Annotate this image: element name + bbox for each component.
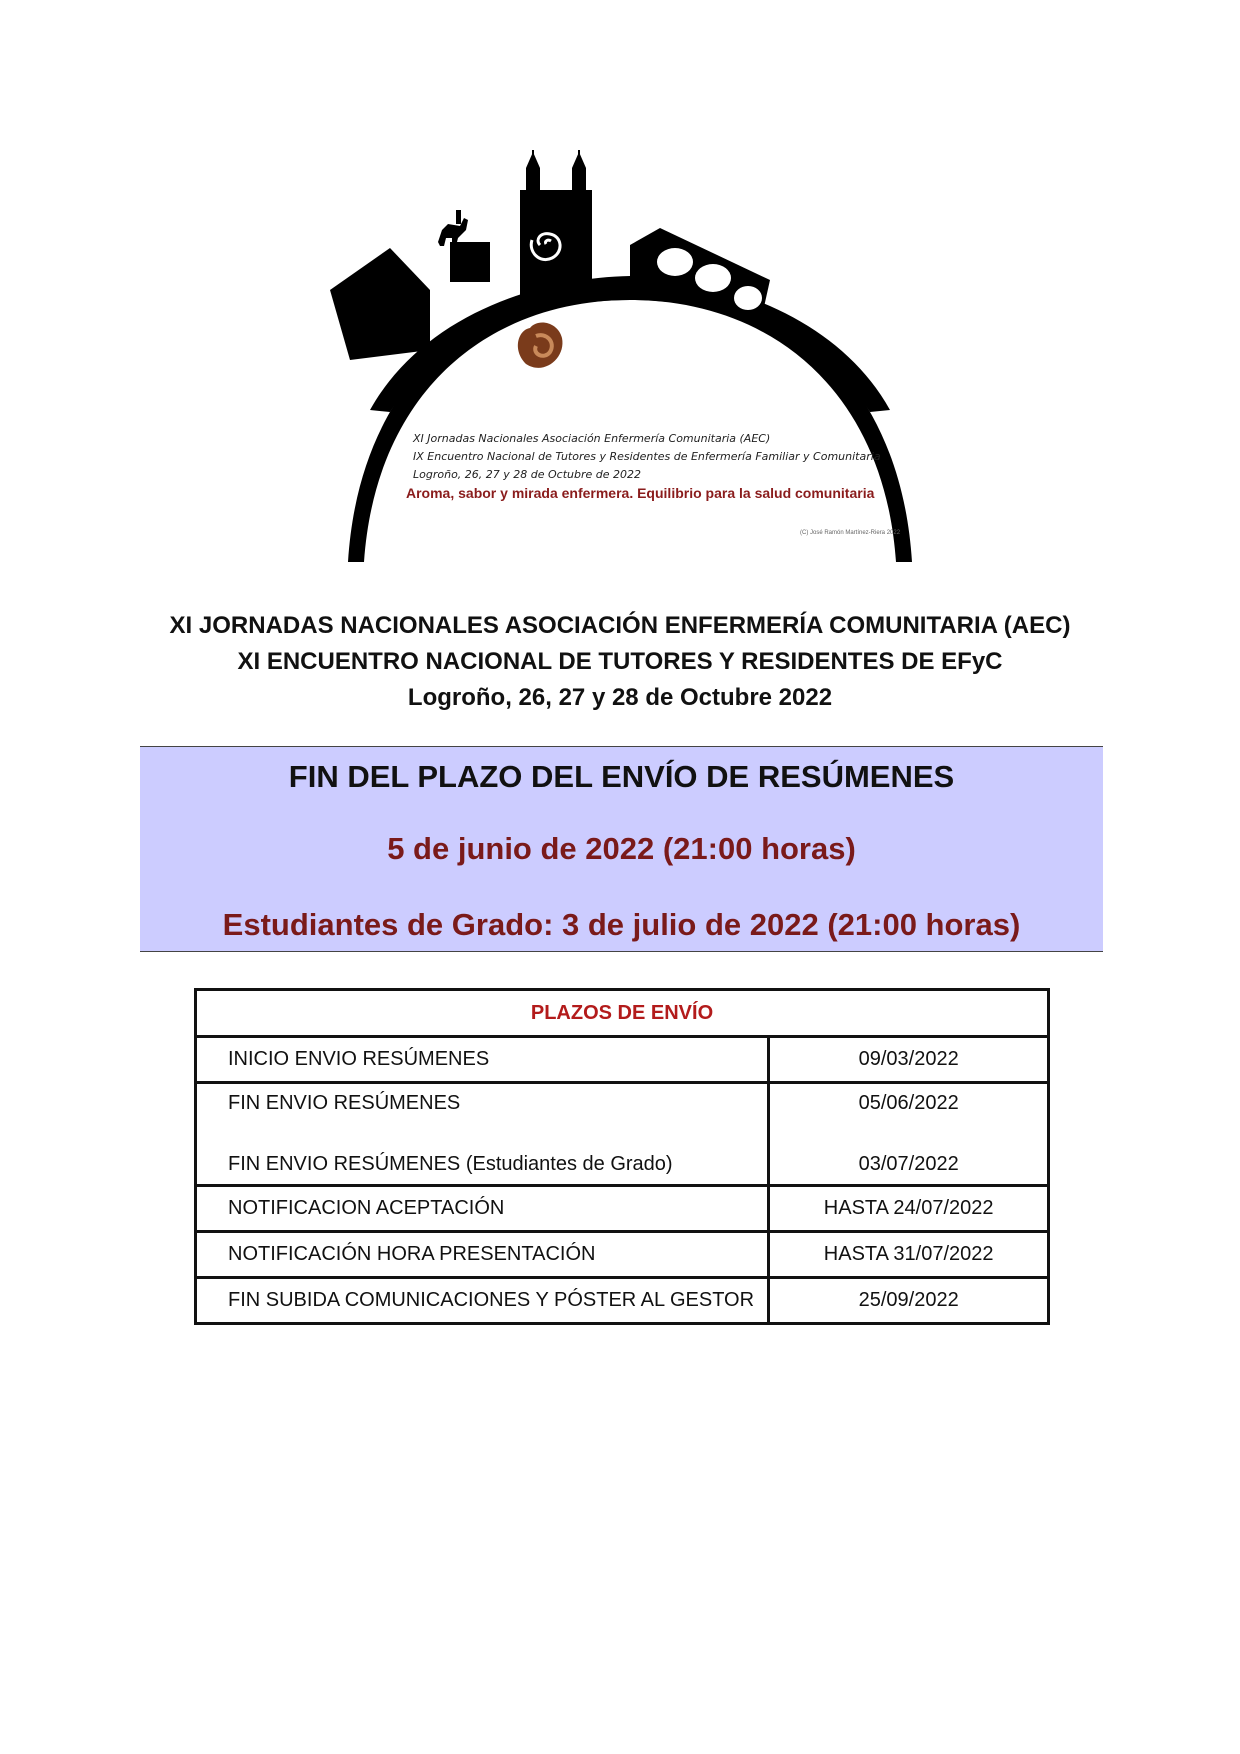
row-label: NOTIFICACION ACEPTACIÓN: [196, 1186, 769, 1232]
logo-text-line2: IX Encuentro Nacional de Tutores y Residentes de Enfermería Familiar y Comunitaria: [413, 450, 881, 463]
event-title-line2: XI ENCUENTRO NACIONAL DE TUTORES Y RESIDENTES DE EFyC: [237, 648, 1003, 675]
logo-slogan: Aroma, sabor y mirada enfermera. Equilibrio para la salud comunitaria: [406, 485, 875, 501]
table-row: [196, 1278, 1049, 1324]
horse-statue-icon: [438, 210, 468, 246]
table-row: [196, 1186, 1049, 1232]
row-label: FIN ENVIO RESÚMENES (Estudiantes de Grado): [228, 1153, 673, 1175]
row-label: FIN ENVIO RESÚMENES: [228, 1092, 461, 1114]
event-title-line1: XI JORNADAS NACIONALES ASOCIACIÓN ENFERMERÍA COMUNITARIA (AEC): [169, 612, 1071, 639]
cathedral-icon: [520, 150, 592, 300]
brown-swirl-icon: [518, 323, 563, 368]
deadline-banner: [140, 746, 1103, 952]
logo-assoc-line1: Asociación de: [611, 311, 653, 317]
row-label: INICIO ENVIO RESÚMENES: [196, 1037, 769, 1083]
deadline-students: Estudiantes de Grado: 3 de julio de 2022 (21:00 horas): [222, 907, 1021, 942]
row-label: FIN SUBIDA COMUNICACIONES Y PÓSTER AL GESTOR: [196, 1278, 769, 1324]
deadlines-table: [194, 988, 1050, 1325]
row-value: 05/06/2022: [858, 1092, 959, 1114]
event-logo: [330, 150, 930, 570]
deadline-title: FIN DEL PLAZO DEL ENVÍO DE RESÚMENES: [288, 759, 955, 794]
row-value: 25/09/2022: [769, 1278, 1049, 1324]
table-row: [196, 1037, 1049, 1083]
table-row: [196, 1083, 1049, 1186]
row-label: NOTIFICACIÓN HORA PRESENTACIÓN: [196, 1232, 769, 1278]
row-value: HASTA 31/07/2022: [769, 1232, 1049, 1278]
row-value: HASTA 24/07/2022: [769, 1186, 1049, 1232]
row-value: 09/03/2022: [769, 1037, 1049, 1083]
logo-text-line1: XI Jornadas Nacionales Asociación Enfermería Comunitaria (AEC): [413, 432, 771, 445]
logo-building-left: [330, 248, 430, 360]
row-value-group: [769, 1083, 1049, 1186]
logo-assoc-line2: Enfermería Comunitaria: [597, 320, 667, 326]
logo-text-line3: Logroño, 26, 27 y 28 de Octubre de 2022: [413, 468, 642, 481]
logo-copyright: (C) José Ramón Martínez-Riera 2022: [800, 530, 901, 536]
table-header: PLAZOS DE ENVÍO: [196, 990, 1049, 1037]
row-label-group: [196, 1083, 769, 1186]
row-value: 03/07/2022: [858, 1153, 959, 1175]
event-date-location: Logroño, 26, 27 y 28 de Octubre 2022: [407, 684, 833, 711]
deadline-date: 5 de junio de 2022 (21:00 horas): [387, 831, 856, 866]
logo-statue-base: [450, 242, 490, 282]
table-row: [196, 1232, 1049, 1278]
